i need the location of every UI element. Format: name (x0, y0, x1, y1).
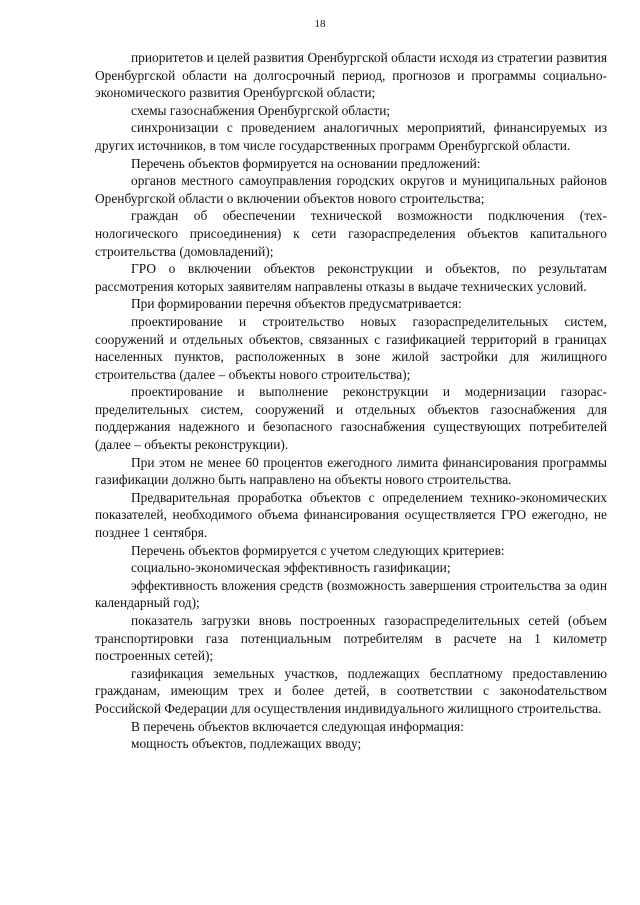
document-body (95, 49, 607, 753)
paragraph-land-plots: газификация земельных участков, подлежащих бесплатному предоставлению гражданам, имеющим трех и более детей, в соответствии с законоdательством Российской Федерации для осуществления индивидуального жилищного строительства. (95, 665, 607, 716)
paragraph-capacity: мощность объектов, подлежащих вводу; (131, 736, 362, 752)
paragraph-preliminary-study: Предварительная проработка объектов с определением технико-экономических показателей, необходимого объема финансирования осуществляется ГРО ежегодно, не позднее 1 сентября. (95, 489, 607, 541)
paragraph-funding-limit: При этом не менее 60 процентов ежегодного лимита финансирования программы газификации должно быть направлено на объекты нового строительства. (95, 454, 607, 488)
paragraph-new-construction: проектирование и строительство новых газораспределительных систем, сооружений и отдельных объектов, связанных с газификацией территорий в границах населенных пунктов, расположенных в зоне жилой застройки для жилищного строительства (далее – объекты нового строительства); (95, 313, 607, 382)
paragraph-criteria-intro: Перечень объектов формируется с учетом следующих критериев: (131, 542, 505, 558)
paragraph-synchronization: синхронизации с проведением аналогичных мероприятий, финансируемых из других источников, в том числе государственных программ Оренбургской области. (95, 120, 607, 153)
page-number: 18 (314, 18, 326, 30)
paragraph-strategy-priorities: приоритетов и целей развития Оренбургской области исходя из стратегии развития Оренбургской области на долгосрочный период, прогнозов и программы социально-экономического развития Оренбургской области; (95, 50, 607, 101)
paragraph-formation-intro: При формировании перечня объектов предусматривается: (131, 296, 462, 312)
paragraph-citizens: граждан об обеспечении технической возможности подключения (технологического присоединения) к сети газораспределения объектов капитального строительства (домовладений); (95, 208, 607, 259)
paragraph-socio-economic: социально-экономическая эффективность газификации; (131, 560, 451, 576)
paragraph-proposals-intro: Перечень объектов формируется на основании предложений: (131, 155, 481, 171)
paragraph-investment-efficiency: эффективность вложения средств (возможность завершения строительства за один календарный год); (95, 577, 607, 611)
paragraph-gas-supply-schemes: схемы газоснабжения Оренбургской области; (131, 102, 391, 118)
paragraph-gro-reconstruction: ГРО о включении объектов реконструкции и объектов, по результатам рассмотрения которых заявителям направлены отказы в выдаче технических условий. (95, 261, 607, 294)
paragraph-information-intro: В перечень объектов включается следующая информация: (131, 718, 464, 734)
paragraph-local-authorities: органов местного самоуправления городских округов и муниципальных районов Оренбургской области о включении объектов нового строительства; (95, 173, 607, 206)
paragraph-network-load: показатель загрузки вновь построенных газораспределительных сетей (объем транспортировки газа потенциальным потребителям в расчете на 1 километр построенных сетей); (95, 613, 607, 664)
paragraph-reconstruction: проектирование и выполнение реконструкции и модернизации газораспределительных систем, сооружений и отдельных объектов газоснабжения для поддержания надежного и безопасного газоснабжения существующих потребителей (далее – объекты реконструкции). (95, 384, 607, 453)
